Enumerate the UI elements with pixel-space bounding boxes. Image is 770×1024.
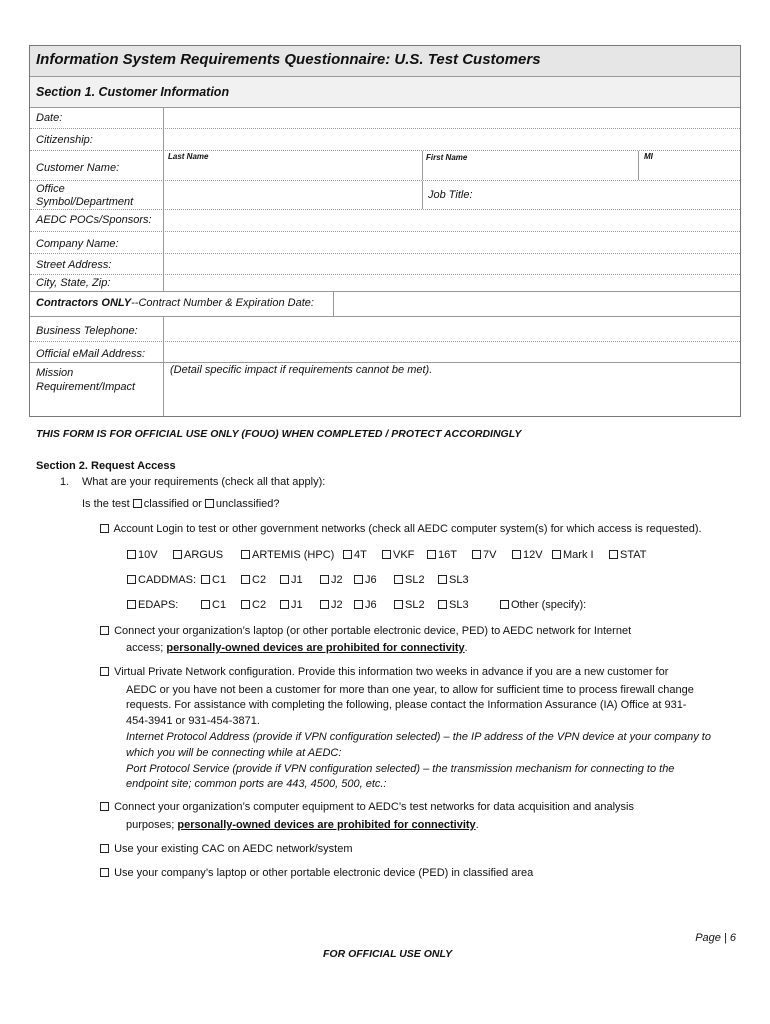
system-12v-checkbox[interactable] [512, 550, 521, 559]
vpn-ip-line2: which you will be connecting while at AEDC: [126, 747, 342, 759]
email-row [30, 342, 740, 363]
system-12v: 12V [512, 548, 543, 562]
caddmas-c1-checkbox[interactable] [201, 575, 210, 584]
edaps-checkbox[interactable] [127, 600, 136, 609]
date-label: Date: [36, 112, 63, 124]
caddmas-j1: J1 [280, 573, 303, 587]
system-mark-i: Mark I [552, 548, 594, 562]
system-stat: STAT [609, 548, 646, 562]
vpn-line2: AEDC or you have not been a customer for more than one year, to allow for sufficient time to process firewall change [126, 684, 694, 696]
system-7v: 7V [472, 548, 496, 562]
account-login-checkbox[interactable] [100, 524, 109, 533]
vpn-checkbox[interactable] [100, 667, 109, 676]
edaps-sl2: SL2 [394, 598, 425, 612]
business-phone-label: Business Telephone: [36, 325, 138, 337]
prohibited-notice-2: personally-owned devices are prohibited for connectivity [177, 819, 476, 831]
ped-classified-label: Use your company’s laptop or other portable electronic device (PED) in classified area [114, 867, 534, 879]
test-prefix: Is the test [82, 498, 130, 510]
ped-classified-checkbox[interactable] [100, 868, 109, 877]
prohibited-notice: personally-owned devices are prohibited for connectivity [166, 642, 465, 654]
business-phone-row [30, 317, 740, 342]
street-row [30, 254, 740, 275]
company-name-row [30, 232, 740, 254]
classified-checkbox[interactable] [133, 499, 142, 508]
vpn-line4: 454-3941 or 931-454-3871. [126, 715, 260, 727]
caddmas-option: CADDMAS: [127, 573, 196, 587]
vpn-ip-line1: Internet Protocol Address (provide if VPN configuration selected) – the IP address of the VPN device at your company to [126, 731, 711, 743]
unclassified-checkbox[interactable] [205, 499, 214, 508]
edaps-j2: J2 [320, 598, 343, 612]
edaps-sl3: SL3 [438, 598, 469, 612]
citizenship-label: Citizenship: [36, 134, 93, 146]
first-name-sublabel: First Name [426, 153, 468, 162]
edaps-j1: J1 [280, 598, 303, 612]
caddmas-j2: J2 [320, 573, 343, 587]
account-login-option [100, 522, 702, 536]
edaps-j1-checkbox[interactable] [280, 600, 289, 609]
system-artemis: ARTEMIS (HPC) [241, 548, 334, 562]
vpn-option [100, 665, 668, 679]
job-title-label: Job Title: [428, 189, 473, 201]
contractors-row [30, 292, 740, 317]
question1-text: What are your requirements (check all that apply): [82, 476, 326, 488]
office-label: Office Symbol/Department [36, 183, 134, 208]
other-specify: Other (specify): [500, 598, 586, 612]
section1-heading: Section 1. Customer Information [36, 85, 230, 99]
cac-label: Use your existing CAC on AEDC network/system [114, 843, 353, 855]
fouo-notice: THIS FORM IS FOR OFFICIAL USE ONLY (FOUO) WHEN COMPLETED / PROTECT ACCORDINGLY [36, 428, 522, 440]
last-name-sublabel: Last Name [168, 152, 209, 161]
caddmas-j6: J6 [354, 573, 377, 587]
city-row [30, 275, 740, 292]
office-row [30, 181, 740, 210]
edaps-c2: C2 [241, 598, 266, 612]
city-label: City, State, Zip: [36, 277, 111, 289]
system-vkf-checkbox[interactable] [382, 550, 391, 559]
system-argus: ARGUS [173, 548, 223, 562]
section1-heading-bar [30, 77, 740, 108]
system-argus-checkbox[interactable] [173, 550, 182, 559]
page-number: Page | 6 [695, 932, 736, 944]
vpn-port-line2: endpoint site; common ports are 443, 4500, 500, etc.: [126, 778, 387, 790]
system-stat-checkbox[interactable] [609, 550, 618, 559]
cac-checkbox[interactable] [100, 844, 109, 853]
system-10v-checkbox[interactable] [127, 550, 136, 559]
laptop-internet-option [100, 624, 631, 638]
system-mark-i-checkbox[interactable] [552, 550, 561, 559]
caddmas-sl3: SL3 [438, 573, 469, 587]
laptop-internet-label: Connect your organization’s laptop (or other portable electronic device, PED) to AEDC network for Internet [114, 625, 632, 637]
edaps-j6: J6 [354, 598, 377, 612]
aedc-pocs-label: AEDC POCs/Sponsors: [36, 214, 152, 226]
edaps-sl2-checkbox[interactable] [394, 600, 403, 609]
mi-sublabel: MI [644, 152, 653, 161]
mission-label: Mission Requirement/Impact [36, 367, 136, 393]
caddmas-c1: C1 [201, 573, 226, 587]
caddmas-j2-checkbox[interactable] [320, 575, 329, 584]
date-row [30, 108, 740, 129]
edaps-j2-checkbox[interactable] [320, 600, 329, 609]
cac-option [100, 842, 352, 856]
system-10v: 10V [127, 548, 158, 562]
form-title-bar [30, 46, 740, 77]
email-label: Official eMail Address: [36, 348, 146, 360]
vpn-label: Virtual Private Network configuration. Provide this information two weeks in advance if you are a new customer for [114, 666, 669, 678]
customer-name-row [30, 151, 740, 181]
caddmas-sl3-checkbox[interactable] [438, 575, 447, 584]
system-16t: 16T [427, 548, 457, 562]
aedc-pocs-row [30, 210, 740, 232]
equipment-option [100, 800, 634, 814]
street-label: Street Address: [36, 259, 112, 271]
edaps-j6-checkbox[interactable] [354, 600, 363, 609]
equipment-line2: purposes; personally-owned devices are prohibited for connectivity. [126, 819, 479, 831]
vpn-line3: requests. For assistance with completing the following, please contact the Information Assurance (IA) Office at 931- [126, 699, 687, 711]
edaps-option: EDAPS: [127, 598, 178, 612]
equipment-label: Connect your organization’s computer equipment to AEDC’s test networks for data acquisition and analysis [114, 801, 634, 813]
caddmas-checkbox[interactable] [127, 575, 136, 584]
caddmas-sl2: SL2 [394, 573, 425, 587]
other-specify-checkbox[interactable] [500, 600, 509, 609]
system-artemis-checkbox[interactable] [241, 550, 250, 559]
mission-row [30, 363, 740, 416]
contractors-label [36, 297, 314, 310]
classified-label: classified or [143, 498, 202, 510]
caddmas-sl2-checkbox[interactable] [394, 575, 403, 584]
system-vkf: VKF [382, 548, 414, 562]
ped-classified-option [100, 866, 533, 880]
question1-number: 1. [60, 476, 70, 488]
section2-heading: Section 2. Request Access [36, 460, 176, 472]
caddmas-j1-checkbox[interactable] [280, 575, 289, 584]
vpn-port-line1: Port Protocol Service (provide if VPN configuration selected) – the transmission mechanism for connecting to the [126, 763, 675, 775]
unclassified-label: unclassified? [215, 498, 280, 510]
mission-detail-hint: (Detail specific impact if requirements cannot be met). [170, 364, 433, 376]
system-4t: 4T [343, 548, 367, 562]
laptop-internet-line2: access; personally-owned devices are prohibited for connectivity. [126, 642, 468, 654]
equipment-checkbox[interactable] [100, 802, 109, 811]
company-name-label: Company Name: [36, 238, 119, 250]
test-classification-line [82, 497, 280, 511]
laptop-internet-checkbox[interactable] [100, 626, 109, 635]
system-16t-checkbox[interactable] [427, 550, 436, 559]
edaps-sl3-checkbox[interactable] [438, 600, 447, 609]
edaps-c2-checkbox[interactable] [241, 600, 250, 609]
edaps-c1: C1 [201, 598, 226, 612]
caddmas-j6-checkbox[interactable] [354, 575, 363, 584]
customer-info-table [29, 45, 741, 417]
contractors-only-label: Contractors ONLY [36, 297, 132, 309]
footer-fouo: FOR OFFICIAL USE ONLY [323, 948, 453, 960]
system-4t-checkbox[interactable] [343, 550, 352, 559]
form-title: Information System Requirements Questionnaire: U.S. Test Customers [36, 51, 541, 68]
caddmas-c2-checkbox[interactable] [241, 575, 250, 584]
contract-number-label: --Contract Number & Expiration Date: [131, 297, 314, 309]
customer-name-label: Customer Name: [36, 162, 120, 174]
edaps-c1-checkbox[interactable] [201, 600, 210, 609]
caddmas-c2: C2 [241, 573, 266, 587]
citizenship-row [30, 129, 740, 151]
system-7v-checkbox[interactable] [472, 550, 481, 559]
account-login-label: Account Login to test or other government networks (check all AEDC computer system(s) for which access is requested). [113, 523, 702, 535]
